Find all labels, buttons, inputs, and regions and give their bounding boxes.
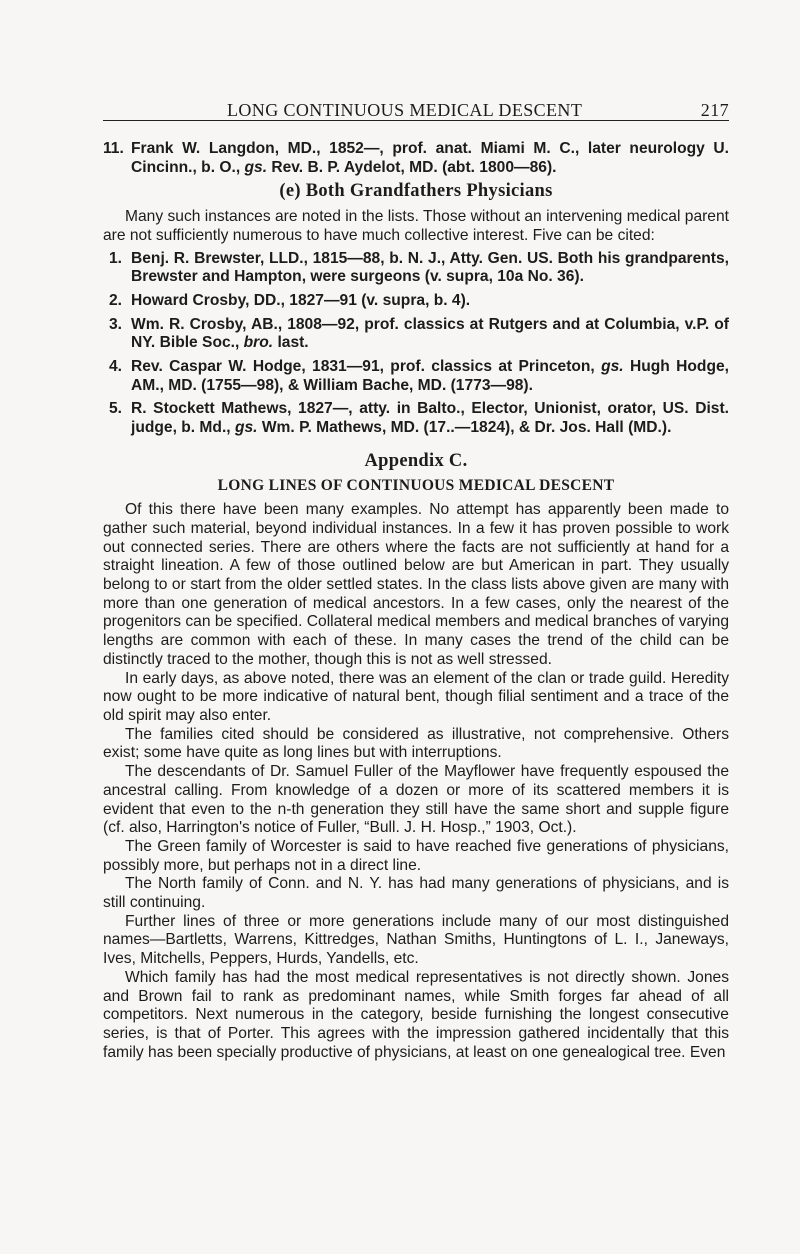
list-item (103, 292, 729, 311)
list-item-text-rest: Wm. P. Mathews, MD. (17..—1824), & Dr. Jos. Hall (MD.). (257, 419, 672, 437)
list-item-text-rest: Hugh Hodge, AM., MD. (1755—98), & William Bache, MD. (1773—98). (131, 358, 729, 394)
page-body (103, 140, 729, 1062)
list-item (103, 400, 729, 437)
list-item-number: 2. (109, 291, 123, 309)
list-item-number: 5. (109, 400, 123, 418)
entry-abbrev: gs. (244, 158, 268, 176)
list-item-text: Wm. R. Crosby, AB., 1808—92, prof. classics at Rutgers and at Columbia, v.P. of NY. Bible Soc., (131, 315, 729, 352)
list-item-number: 1. (109, 249, 123, 267)
list-item-number: 4. (109, 358, 123, 376)
section-heading: (e) Both Grandfathers Physicians (279, 181, 553, 202)
running-head (103, 92, 729, 121)
paragraph: Of this there have been many examples. No attempt has apparently been made to gather such material, beyond individual instances. In a few it has proven possible to work out connected series. There are others where the facts are not sufficiently at hand for a straight lineation. A few of those outlined below are but American in part. They usually belong to or start from the older settled states. In the class lists above given are many with more than one generation of medical ancestors. In a few cases, only the nearest of the progenitors can be specified. Collateral medical members and medical branches of varying lengths are common with each of these. In many cases the trend of the child can be distinctly traced to the mother, though this is not as well stressed. (103, 501, 729, 668)
list-item-abbrev: gs. (601, 358, 624, 376)
appendix-body (103, 501, 729, 1062)
paragraph: Further lines of three or more generations include many of our most distinguished names—Bartletts, Warrens, Kittredges, Nathan Smiths, Huntingtons of L. I., Janeways, Ives, Mitchells, Peppers, Hurds, Yandells, etc. (103, 912, 729, 968)
paragraph: The North family of Conn. and N. Y. has had many generations of physicians, and is still continuing. (103, 875, 729, 912)
paragraph: The descendants of Dr. Samuel Fuller of the Mayflower have frequently espoused the ancestral calling. From knowledge of a dozen or more of its scattered members it is evident that even to the n-th generation they still have the same short and supple figure (cf. also, Harrington's notice of Fuller, “Bull. J. H. Hosp.,” 1903, Oct.). (103, 763, 729, 837)
entry-11 (103, 140, 729, 177)
entry-text: Frank W. Langdon, MD., 1852—, prof. anat. Miami M. C., later neurology U. Cincinn., b. O., (131, 140, 729, 176)
paragraph: The Green family of Worcester is said to have reached five generations of physicians, possibly more, but perhaps not in a direct line. (103, 837, 729, 874)
grandfathers-list (103, 250, 729, 438)
list-item-text: Benj. R. Brewster, LLD., 1815—88, b. N. J., Atty. Gen. US. Both his grandparents, Brewster and Hampton, were surgeons (v. supra, 10a No. 36). (131, 249, 729, 286)
appendix-subheading: LONG LINES OF CONTINUOUS MEDICAL DESCENT (217, 476, 615, 494)
appendix-heading: Appendix C. (364, 450, 468, 471)
paragraph: In early days, as above noted, there was an element of the clan or trade guild. Heredity now ought to be more indicative of natural bent, though filial sentiment and a trace of the old spirit may also enter. (103, 669, 729, 724)
section-intro: Many such instances are noted in the lists. Those without an intervening medical parent are not sufficiently numerous to have much collective interest. Five can be cited: (103, 208, 729, 244)
list-item-text: Rev. Caspar W. Hodge, 1831—91, prof. classics at Princeton, (131, 358, 602, 376)
list-item-number: 3. (109, 315, 123, 333)
entry-text-rest: Rev. B. P. Aydelot, MD. (abt. 1800—86). (267, 158, 557, 176)
running-head-title: LONG CONTINUOUS MEDICAL DESCENT (227, 100, 583, 120)
list-item-text: R. Stockett Mathews, 1827—, atty. in Balto., Elector, Unionist, orator, US. Dist. judge, b. Md., (131, 400, 729, 437)
list-item (103, 316, 729, 353)
paragraph: The families cited should be considered as illustrative, not comprehensive. Others exist; some have quite as long lines but with interruptions. (103, 725, 729, 762)
list-item-text: Howard Crosby, DD., 1827—91 (v. supra, b. 4). (131, 291, 471, 309)
list-item (103, 250, 729, 287)
entry-number: 11. (103, 140, 124, 157)
list-item-text-rest: last. (273, 334, 309, 352)
book-page (103, 92, 729, 1062)
list-item-abbrev: gs. (234, 419, 258, 437)
page-number: 217 (700, 100, 729, 120)
paragraph: Which family has had the most medical representatives is not directly shown. Jones and Brown fail to rank as predominant names, while Smith forges far ahead of all competitors. Next numerous in the category, beside furnishing the longest consecutive series, is that of Porter. This agrees with the impression gathered incidentally that this family has been specially productive of physicians, at least on one genealogical tree. Even (103, 968, 729, 1061)
list-item (103, 358, 729, 395)
list-item-abbrev: bro. (243, 334, 274, 352)
